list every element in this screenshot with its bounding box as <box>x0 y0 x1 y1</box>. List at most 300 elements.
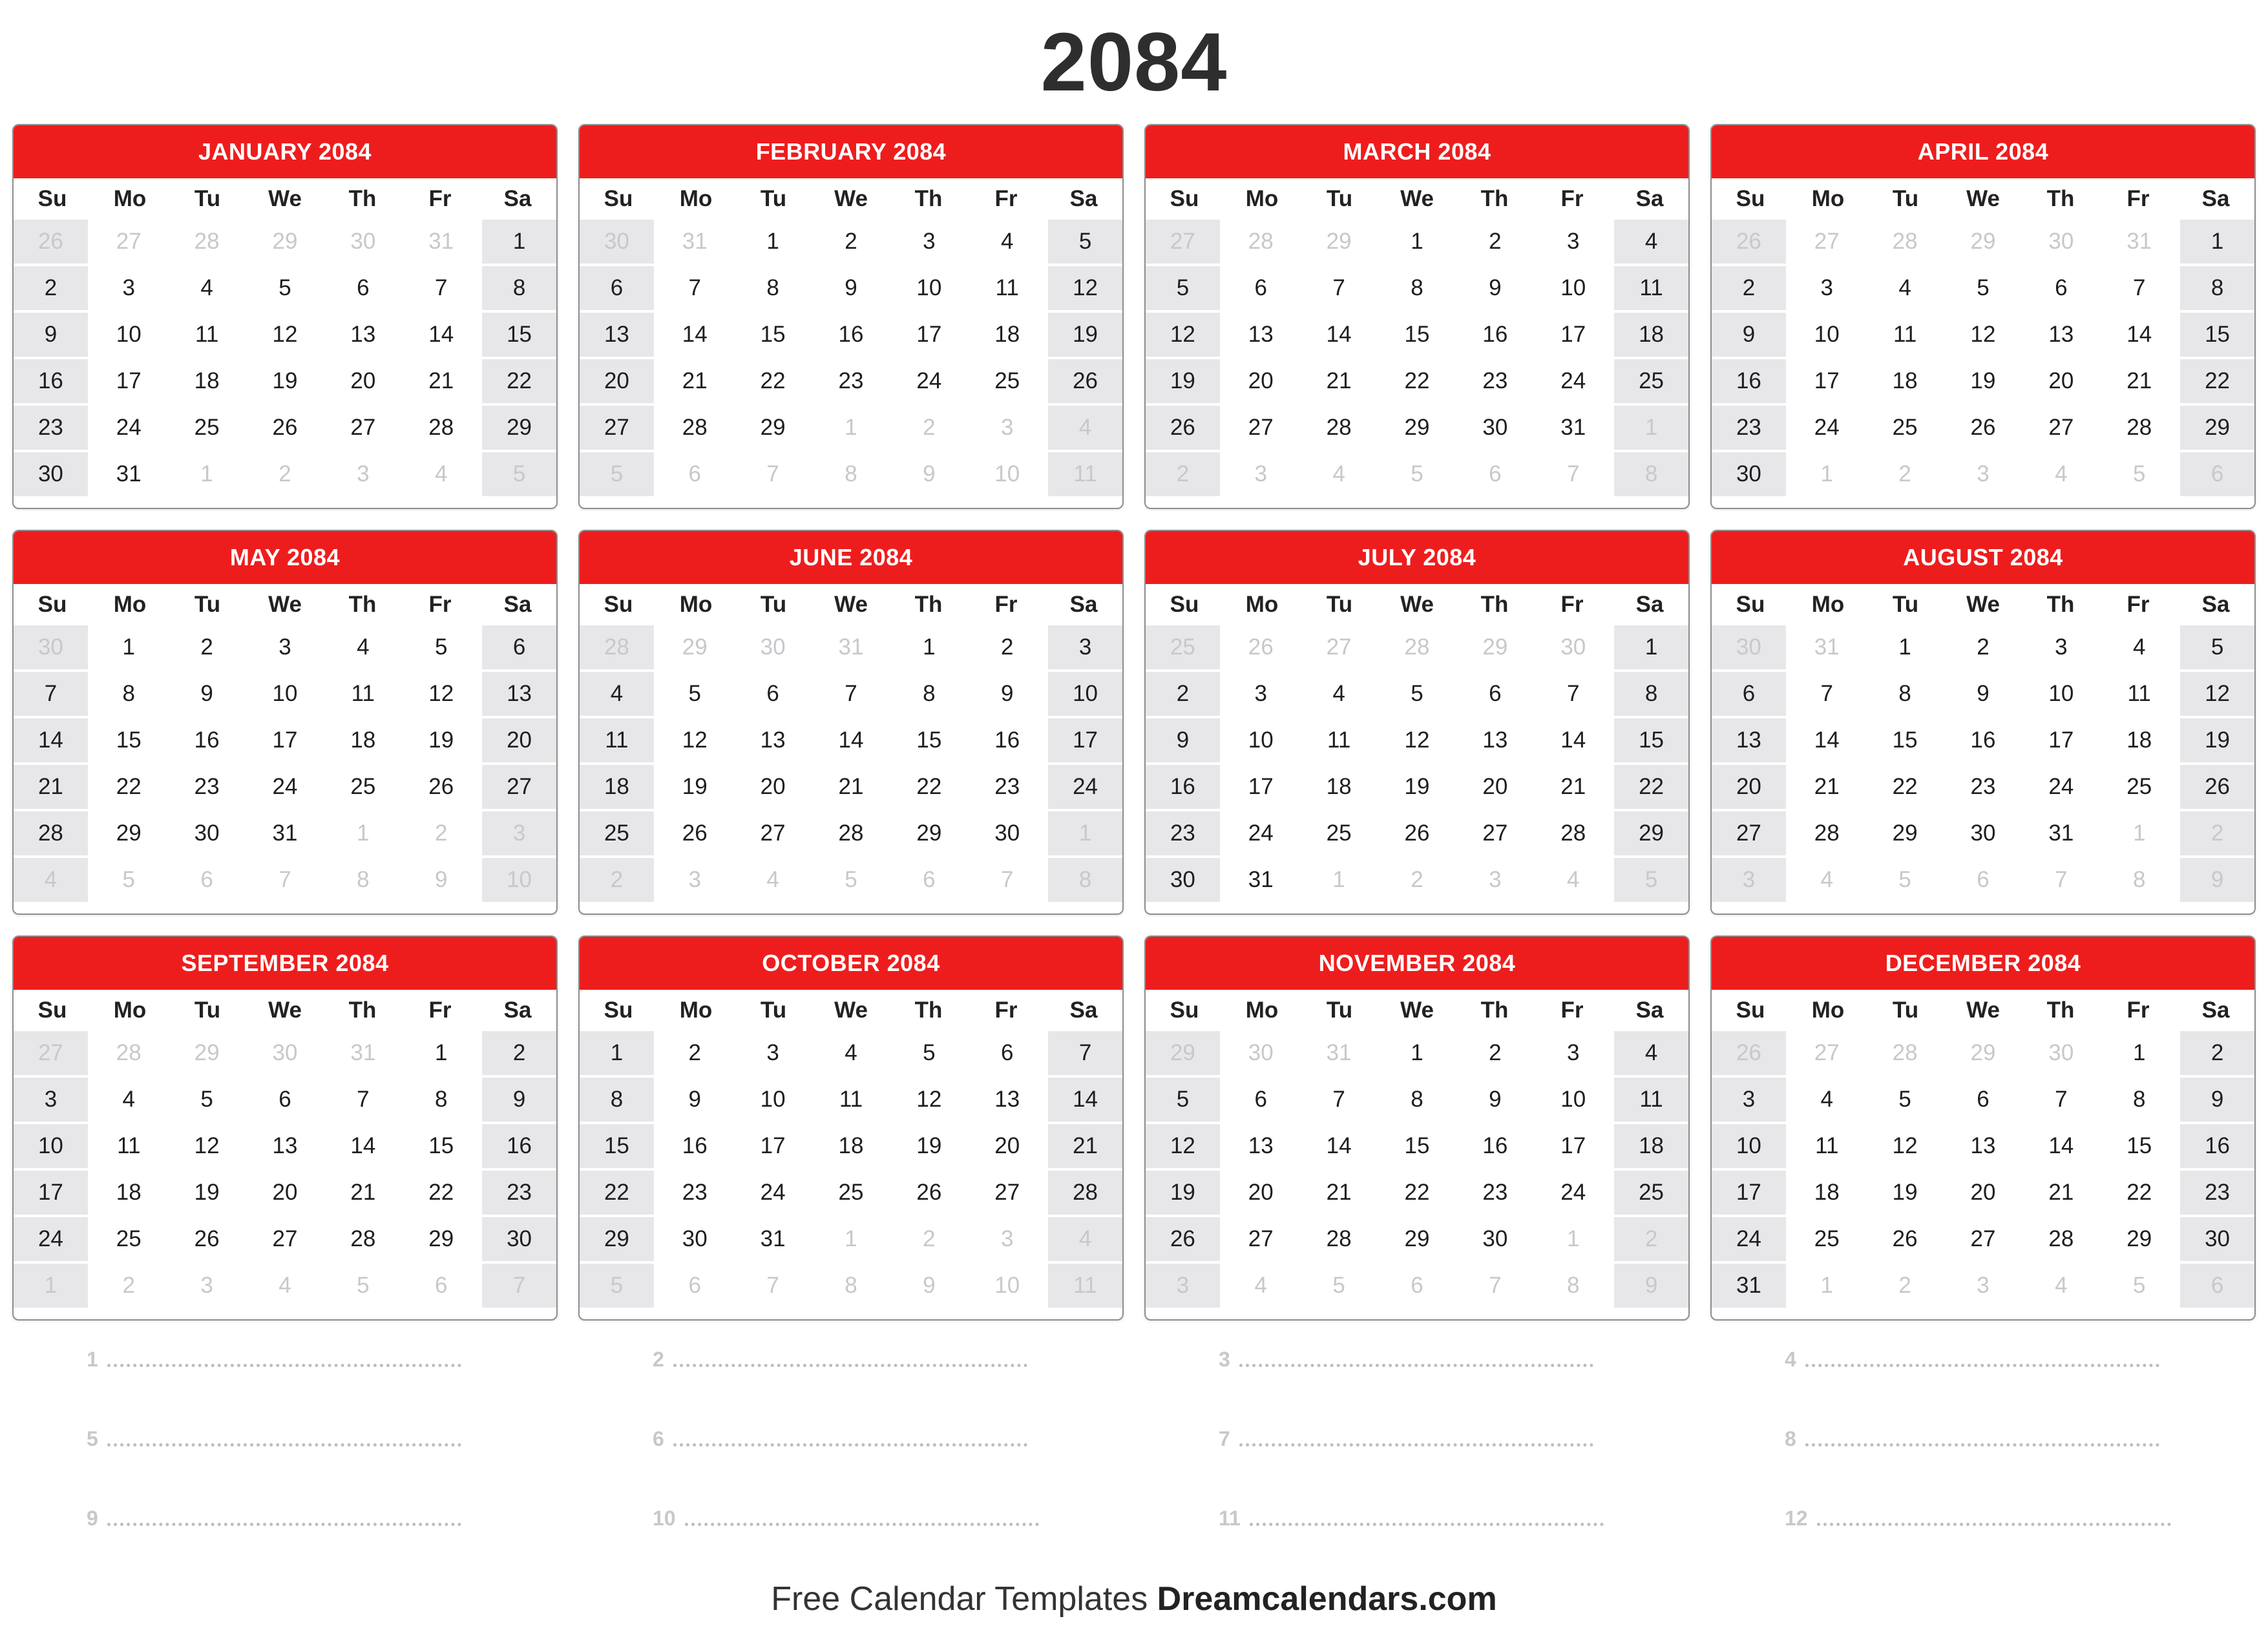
day-cell: 2 <box>658 1031 732 1075</box>
day-cell: 5 <box>1302 1264 1376 1308</box>
day-cell: 22 <box>1614 765 1688 809</box>
day-cell: 25 <box>1614 359 1688 403</box>
day-cell: 29 <box>1146 1031 1220 1075</box>
note-line[interactable] <box>1710 1483 2256 1531</box>
day-cell: 26 <box>1946 406 2021 450</box>
note-line[interactable] <box>12 1324 558 1372</box>
day-cell: 5 <box>892 1031 966 1075</box>
weekday-label: Sa <box>1069 592 1098 617</box>
note-number: 4 <box>1785 1348 1796 1371</box>
day-cell: 25 <box>1302 811 1376 855</box>
day-cell: 12 <box>1146 1124 1220 1168</box>
day-cell: 8 <box>2102 1078 2176 1122</box>
day-cell: 26 <box>248 406 322 450</box>
day-cell: 30 <box>736 625 810 669</box>
day-cell: 18 <box>580 765 654 809</box>
day-cell: 1 <box>814 1217 888 1261</box>
day-cell: 27 <box>482 765 556 809</box>
note-line[interactable] <box>1144 1404 1690 1452</box>
day-cell: 8 <box>736 266 810 310</box>
note-line[interactable] <box>578 1483 1124 1531</box>
day-cell: 19 <box>170 1171 244 1215</box>
day-cell: 7 <box>404 266 478 310</box>
day-cell: 26 <box>1712 1031 1786 1075</box>
day-cell: 11 <box>1048 1264 1122 1308</box>
day-cell: 28 <box>14 811 88 855</box>
note-line[interactable] <box>1710 1324 2256 1372</box>
weekday-label: Tu <box>760 998 787 1023</box>
day-cell: 11 <box>814 1078 888 1122</box>
day-cell: 8 <box>892 672 966 716</box>
day-cell: 5 <box>482 452 556 496</box>
day-cell: 1 <box>170 452 244 496</box>
day-cell: 31 <box>92 452 166 496</box>
day-cell: 13 <box>482 672 556 716</box>
day-cell: 27 <box>970 1171 1044 1215</box>
day-cell: 21 <box>658 359 732 403</box>
day-cell: 29 <box>2102 1217 2176 1261</box>
day-cell: 22 <box>736 359 810 403</box>
day-cell: 2 <box>1712 266 1786 310</box>
day-cell: 29 <box>1380 406 1454 450</box>
day-cell: 20 <box>326 359 400 403</box>
day-cell: 12 <box>2180 672 2254 716</box>
day-cell: 21 <box>1048 1124 1122 1168</box>
day-cell: 1 <box>1536 1217 1610 1261</box>
day-cell: 13 <box>248 1124 322 1168</box>
day-cell: 5 <box>2102 452 2176 496</box>
months-grid <box>12 124 2256 1321</box>
note-line[interactable] <box>578 1324 1124 1372</box>
note-number: 9 <box>87 1507 98 1530</box>
day-cell: 24 <box>1224 811 1298 855</box>
day-cell: 8 <box>326 858 400 902</box>
weekday-row <box>14 584 556 625</box>
weekday-label: Th <box>1480 998 1509 1023</box>
day-cell: 28 <box>326 1217 400 1261</box>
weekday-label: Tu <box>1892 186 1919 211</box>
day-cell: 15 <box>2102 1124 2176 1168</box>
day-cell: 27 <box>1790 1031 1864 1075</box>
day-cell: 22 <box>482 359 556 403</box>
day-cell: 3 <box>170 1264 244 1308</box>
day-cell: 25 <box>326 765 400 809</box>
day-cell: 14 <box>1302 313 1376 357</box>
day-cell: 1 <box>482 220 556 264</box>
day-cell: 11 <box>170 313 244 357</box>
day-cell: 26 <box>1712 220 1786 264</box>
day-cell: 29 <box>1946 1031 2021 1075</box>
weekday-label: We <box>268 998 302 1023</box>
day-cell: 22 <box>892 765 966 809</box>
weekday-label: Su <box>1170 592 1199 617</box>
day-cell: 6 <box>1946 858 2021 902</box>
day-cell: 29 <box>1380 1217 1454 1261</box>
day-cell: 8 <box>92 672 166 716</box>
day-cell: 31 <box>1536 406 1610 450</box>
day-cell: 3 <box>14 1078 88 1122</box>
note-dotted-line <box>1239 1364 1593 1367</box>
day-cell: 3 <box>970 406 1044 450</box>
weekday-label: Th <box>348 998 377 1023</box>
weekday-row <box>1146 178 1688 220</box>
weekday-row <box>14 990 556 1031</box>
day-cell: 25 <box>814 1171 888 1215</box>
day-cell: 11 <box>1790 1124 1864 1168</box>
day-cell: 9 <box>1458 266 1532 310</box>
day-cell: 10 <box>482 858 556 902</box>
day-cell: 15 <box>1380 313 1454 357</box>
day-cell: 1 <box>326 811 400 855</box>
day-cell: 14 <box>1048 1078 1122 1122</box>
day-cell: 8 <box>2102 858 2176 902</box>
day-cell: 1 <box>1302 858 1376 902</box>
day-cell: 1 <box>736 220 810 264</box>
weekday-label: We <box>1400 998 1434 1023</box>
day-cell: 21 <box>814 765 888 809</box>
day-cell: 26 <box>658 811 732 855</box>
day-cell: 23 <box>1946 765 2021 809</box>
day-cell: 4 <box>2102 625 2176 669</box>
day-cell: 8 <box>2180 266 2254 310</box>
day-cell: 2 <box>248 452 322 496</box>
day-cell: 5 <box>1380 452 1454 496</box>
weekday-label: Mo <box>1811 186 1845 211</box>
weekday-label: Fr <box>428 186 452 211</box>
day-cell: 19 <box>658 765 732 809</box>
day-cell: 5 <box>1146 266 1220 310</box>
day-cell: 31 <box>2102 220 2176 264</box>
weekday-label: Th <box>2046 592 2075 617</box>
day-cell: 17 <box>1790 359 1864 403</box>
weekday-label: Fr <box>2126 998 2150 1023</box>
day-cell: 25 <box>2102 765 2176 809</box>
day-cell: 6 <box>248 1078 322 1122</box>
days-grid <box>14 625 556 904</box>
day-cell: 19 <box>1146 359 1220 403</box>
day-cell: 8 <box>1614 452 1688 496</box>
month-card <box>1144 124 1690 509</box>
note-dotted-line <box>673 1364 1027 1367</box>
day-cell: 29 <box>1868 811 1942 855</box>
day-cell: 7 <box>736 1264 810 1308</box>
month-card <box>1710 530 2256 915</box>
day-cell: 21 <box>2024 1171 2098 1215</box>
day-cell: 30 <box>2024 220 2098 264</box>
days-grid <box>1146 625 1688 904</box>
weekday-label: We <box>1400 592 1434 617</box>
day-cell: 14 <box>14 718 88 762</box>
day-cell: 30 <box>1946 811 2021 855</box>
day-cell: 8 <box>814 1264 888 1308</box>
day-cell: 16 <box>814 313 888 357</box>
day-cell: 7 <box>970 858 1044 902</box>
weekday-label: Fr <box>428 998 452 1023</box>
days-grid <box>1712 625 2254 904</box>
day-cell: 5 <box>170 1078 244 1122</box>
day-cell: 3 <box>1536 220 1610 264</box>
day-cell: 1 <box>1048 811 1122 855</box>
weekday-label: Mo <box>113 998 147 1023</box>
day-cell: 9 <box>892 1264 966 1308</box>
day-cell: 29 <box>404 1217 478 1261</box>
day-cell: 26 <box>892 1171 966 1215</box>
day-cell: 1 <box>2180 220 2254 264</box>
day-cell: 26 <box>404 765 478 809</box>
day-cell: 28 <box>814 811 888 855</box>
day-cell: 3 <box>92 266 166 310</box>
note-number: 8 <box>1785 1427 1796 1450</box>
day-cell: 2 <box>1868 452 1942 496</box>
day-cell: 21 <box>404 359 478 403</box>
day-cell: 19 <box>2180 718 2254 762</box>
day-cell: 15 <box>580 1124 654 1168</box>
weekday-label: Tu <box>1326 592 1353 617</box>
day-cell: 8 <box>1048 858 1122 902</box>
day-cell: 10 <box>1536 266 1610 310</box>
day-cell: 10 <box>248 672 322 716</box>
day-cell: 11 <box>970 266 1044 310</box>
footer <box>0 1576 2268 1622</box>
day-cell: 13 <box>2024 313 2098 357</box>
day-cell: 14 <box>2102 313 2176 357</box>
day-cell: 24 <box>1536 1171 1610 1215</box>
day-cell: 27 <box>1458 811 1532 855</box>
day-cell: 28 <box>580 625 654 669</box>
day-cell: 7 <box>14 672 88 716</box>
day-cell: 23 <box>814 359 888 403</box>
day-cell: 9 <box>892 452 966 496</box>
day-cell: 12 <box>1380 718 1454 762</box>
days-grid <box>580 625 1122 904</box>
day-cell: 9 <box>170 672 244 716</box>
day-cell: 6 <box>1458 452 1532 496</box>
weekday-label: Tu <box>1892 592 1919 617</box>
note-dotted-line <box>685 1523 1039 1526</box>
weekday-label: Su <box>37 998 67 1023</box>
day-cell: 7 <box>814 672 888 716</box>
weekday-label: Tu <box>1326 998 1353 1023</box>
day-cell: 4 <box>736 858 810 902</box>
day-cell: 25 <box>92 1217 166 1261</box>
note-line[interactable] <box>12 1483 558 1531</box>
day-cell: 9 <box>1146 718 1220 762</box>
day-cell: 4 <box>1224 1264 1298 1308</box>
day-cell: 4 <box>1048 406 1122 450</box>
weekday-label: Su <box>604 186 633 211</box>
day-cell: 4 <box>2024 1264 2098 1308</box>
weekday-label: Th <box>1480 592 1509 617</box>
day-cell: 6 <box>892 858 966 902</box>
note-number: 7 <box>1219 1427 1230 1450</box>
day-cell: 17 <box>2024 718 2098 762</box>
day-cell: 22 <box>92 765 166 809</box>
day-cell: 8 <box>1868 672 1942 716</box>
day-cell: 12 <box>404 672 478 716</box>
day-cell: 28 <box>404 406 478 450</box>
day-cell: 31 <box>658 220 732 264</box>
day-cell: 7 <box>1302 266 1376 310</box>
day-cell: 4 <box>1868 266 1942 310</box>
note-dotted-line <box>1805 1364 2159 1367</box>
day-cell: 26 <box>170 1217 244 1261</box>
day-cell: 5 <box>326 1264 400 1308</box>
note-dotted-line <box>1805 1443 2159 1447</box>
day-cell: 9 <box>1614 1264 1688 1308</box>
note-line[interactable] <box>1710 1404 2256 1452</box>
day-cell: 15 <box>92 718 166 762</box>
day-cell: 30 <box>1224 1031 1298 1075</box>
day-cell: 27 <box>92 220 166 264</box>
day-cell: 2 <box>892 1217 966 1261</box>
day-cell: 22 <box>2102 1171 2176 1215</box>
day-cell: 16 <box>14 359 88 403</box>
note-dotted-line <box>673 1443 1027 1447</box>
day-cell: 2 <box>814 220 888 264</box>
weekday-label: Fr <box>1560 186 1584 211</box>
day-cell: 29 <box>658 625 732 669</box>
weekday-label: Sa <box>503 186 532 211</box>
note-number: 12 <box>1785 1507 1808 1530</box>
day-cell: 30 <box>1536 625 1610 669</box>
day-cell: 26 <box>1224 625 1298 669</box>
note-number: 1 <box>87 1348 98 1371</box>
weekday-label: We <box>1966 186 2000 211</box>
day-cell: 20 <box>2024 359 2098 403</box>
day-cell: 3 <box>1946 452 2021 496</box>
day-cell: 14 <box>1790 718 1864 762</box>
day-cell: 12 <box>1146 313 1220 357</box>
day-cell: 28 <box>2024 1217 2098 1261</box>
days-grid <box>14 1031 556 1310</box>
weekday-label: We <box>1400 186 1434 211</box>
day-cell: 29 <box>1946 220 2021 264</box>
day-cell: 25 <box>1146 625 1220 669</box>
day-cell: 26 <box>14 220 88 264</box>
day-cell: 3 <box>1224 452 1298 496</box>
day-cell: 27 <box>1302 625 1376 669</box>
day-cell: 14 <box>814 718 888 762</box>
day-cell: 1 <box>1868 625 1942 669</box>
weekday-row <box>1712 178 2254 220</box>
day-cell: 5 <box>404 625 478 669</box>
day-cell: 12 <box>1946 313 2021 357</box>
day-cell: 21 <box>2102 359 2176 403</box>
weekday-label: Mo <box>1245 998 1279 1023</box>
month-card <box>12 935 558 1321</box>
day-cell: 30 <box>1458 1217 1532 1261</box>
month-header: JUNE 2084 <box>580 531 1122 584</box>
day-cell: 16 <box>970 718 1044 762</box>
day-cell: 1 <box>1380 1031 1454 1075</box>
weekday-label: Mo <box>113 186 147 211</box>
note-line[interactable] <box>1144 1324 1690 1372</box>
day-cell: 25 <box>170 406 244 450</box>
weekday-label: Sa <box>1635 186 1664 211</box>
weekday-label: Fr <box>1560 592 1584 617</box>
weekday-label: Sa <box>2201 592 2230 617</box>
day-cell: 9 <box>1458 1078 1532 1122</box>
note-line[interactable] <box>578 1404 1124 1452</box>
day-cell: 27 <box>1790 220 1864 264</box>
weekday-label: Th <box>2046 186 2075 211</box>
weekday-row <box>1712 990 2254 1031</box>
day-cell: 8 <box>1380 266 1454 310</box>
day-cell: 2 <box>482 1031 556 1075</box>
month-header: DECEMBER 2084 <box>1712 937 2254 990</box>
day-cell: 19 <box>1868 1171 1942 1215</box>
day-cell: 29 <box>892 811 966 855</box>
day-cell: 25 <box>1614 1171 1688 1215</box>
day-cell: 2 <box>170 625 244 669</box>
day-cell: 7 <box>1536 672 1610 716</box>
day-cell: 4 <box>580 672 654 716</box>
day-cell: 23 <box>1712 406 1786 450</box>
day-cell: 6 <box>1224 266 1298 310</box>
month-card <box>12 530 558 915</box>
day-cell: 9 <box>1946 672 2021 716</box>
day-cell: 4 <box>1302 672 1376 716</box>
note-number: 2 <box>653 1348 664 1371</box>
day-cell: 17 <box>92 359 166 403</box>
day-cell: 6 <box>1946 1078 2021 1122</box>
day-cell: 30 <box>1146 858 1220 902</box>
day-cell: 26 <box>2180 765 2254 809</box>
day-cell: 6 <box>970 1031 1044 1075</box>
day-cell: 18 <box>1790 1171 1864 1215</box>
day-cell: 26 <box>1048 359 1122 403</box>
day-cell: 3 <box>482 811 556 855</box>
day-cell: 21 <box>1790 765 1864 809</box>
day-cell: 6 <box>2180 1264 2254 1308</box>
day-cell: 18 <box>1302 765 1376 809</box>
month-header: FEBRUARY 2084 <box>580 125 1122 178</box>
day-cell: 1 <box>92 625 166 669</box>
day-cell: 1 <box>1790 452 1864 496</box>
note-line[interactable] <box>1144 1483 1690 1531</box>
month-card <box>578 935 1124 1321</box>
day-cell: 5 <box>1868 858 1942 902</box>
day-cell: 30 <box>170 811 244 855</box>
weekday-label: We <box>1966 998 2000 1023</box>
day-cell: 4 <box>1536 858 1610 902</box>
day-cell: 14 <box>1302 1124 1376 1168</box>
note-line[interactable] <box>12 1404 558 1452</box>
day-cell: 23 <box>482 1171 556 1215</box>
weekday-label: Th <box>914 186 943 211</box>
weekday-label: Th <box>914 998 943 1023</box>
day-cell: 10 <box>1790 313 1864 357</box>
note-number: 10 <box>653 1507 676 1530</box>
day-cell: 10 <box>736 1078 810 1122</box>
day-cell: 12 <box>248 313 322 357</box>
day-cell: 13 <box>580 313 654 357</box>
day-cell: 16 <box>1458 1124 1532 1168</box>
day-cell: 3 <box>1048 625 1122 669</box>
day-cell: 25 <box>970 359 1044 403</box>
day-cell: 17 <box>1712 1171 1786 1215</box>
day-cell: 3 <box>326 452 400 496</box>
day-cell: 26 <box>1146 1217 1220 1261</box>
day-cell: 17 <box>1224 765 1298 809</box>
day-cell: 11 <box>1614 1078 1688 1122</box>
day-cell: 4 <box>92 1078 166 1122</box>
weekday-label: Fr <box>2126 592 2150 617</box>
day-cell: 24 <box>1536 359 1610 403</box>
day-cell: 19 <box>892 1124 966 1168</box>
weekday-label: Sa <box>1635 592 1664 617</box>
day-cell: 2 <box>1146 672 1220 716</box>
